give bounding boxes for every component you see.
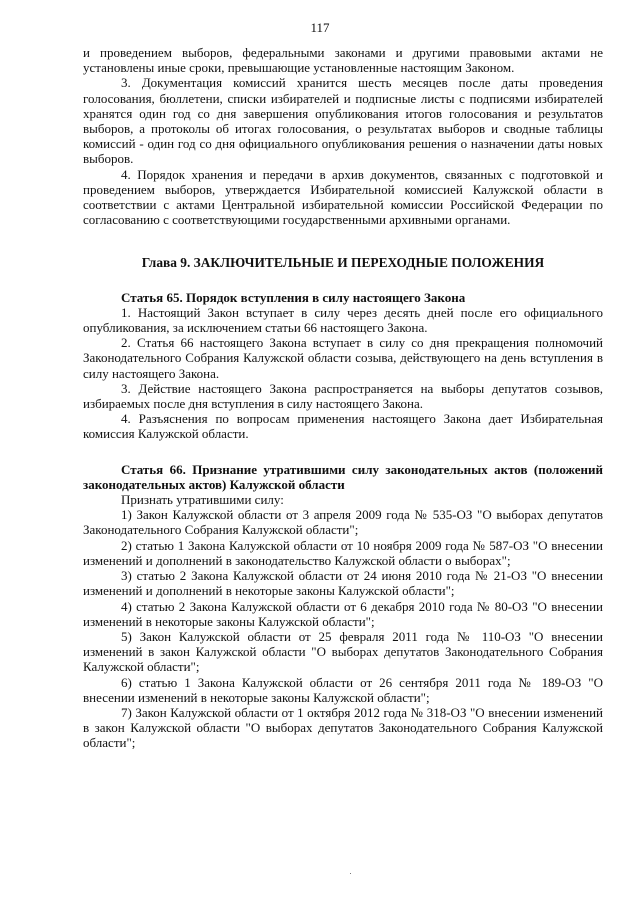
paragraph-continuation: и проведением выборов, федеральными законами и другими правовыми актами не установлены иные сроки, превышающие установленные настоящим Законом. — [83, 45, 603, 76]
article-65-item-4: 4. Разъяснения по вопросам применения настоящего Закона дает Избирательная комиссия Калужской области. — [83, 411, 603, 442]
article-66-item-4: 4) статью 2 Закона Калужской области от 6 декабря 2010 года № 80-ОЗ "О внесении изменений в некоторые законы Калужской области"; — [83, 598, 603, 629]
article-66-item-2: 2) статью 1 Закона Калужской области от 10 ноября 2009 года № 587-ОЗ "О внесении изменений и дополнений в законодательство Калужской области о выборах"; — [83, 537, 603, 568]
article-66-title: Статья 66. Признание утратившими силу законодательных актов (положений законодательных актов) Калужской области — [83, 461, 603, 492]
paragraph-item-4: 4. Порядок хранения и передачи в архив документов, связанных с подготовкой и проведением выборов, утверждается Избирательной комиссией Калужской области в соответствии с актами Центральной избирательной комиссии Российской Федерации по согласованию с соответствующими государственными архивными органами. — [83, 166, 603, 228]
article-66-item-7: 7) Закон Калужской области от 1 октября 2012 года № 318-ОЗ "О внесении изменений в закон Калужской области "О выборах депутатов Законодательного Собрания Калужской области"; — [83, 704, 603, 751]
article-66-item-1: 1) Закон Калужской области от 3 апреля 2009 года № 535-ОЗ "О выборах депутатов Законодательного Собрания Калужской области"; — [83, 507, 603, 538]
chapter-title: Глава 9. ЗАКЛЮЧИТЕЛЬНЫЕ И ПЕРЕХОДНЫЕ ПОЛОЖЕНИЯ — [141, 255, 545, 271]
scan-speck — [350, 873, 351, 874]
article-65-item-3: 3. Действие настоящего Закона распространяется на выборы депутатов созывов, избираемых после дня вступления в силу настоящего Закона. — [83, 380, 603, 412]
article-65-item-1: 1. Настоящий Закон вступает в силу через десять дней после его официального опубликования, за исключением статьи 66 настоящего Закона. — [83, 304, 603, 336]
paragraph-item-3: 3. Документация комиссий хранится шесть месяцев после даты проведения голосования, бюллетени, списки избирателей и подписные листы с подписями избирателей хранятся один год со дня завершения опубликования итогов голосования и результатов выборов, а протоколы об итогах голосования, о результатах выборов и сводные таблицы комиссий - один год со дня официального опубликования решения о назначении даты новых выборов. — [83, 75, 603, 167]
article-66-item-5: 5) Закон Калужской области от 25 февраля 2011 года № 110-ОЗ "О внесении изменений в закон Калужской области "О выборах депутатов Законодательного Собрания Калужской области"; — [83, 628, 603, 675]
article-66-item-6: 6) статью 1 Закона Калужской области от 26 сентября 2011 года № 189-ОЗ "О внесении изменений в некоторые законы Калужской области"; — [83, 674, 603, 705]
page-number: 117 — [310, 20, 330, 35]
article-65-title: Статья 65. Порядок вступления в силу настоящего Закона — [121, 289, 466, 305]
article-66-item-3: 3) статью 2 Закона Калужской области от 24 июня 2010 года № 21-ОЗ "О внесении изменений и дополнений в некоторые законы Калужской области"; — [83, 568, 603, 599]
article-66-intro: Признать утратившими силу: — [121, 492, 284, 508]
page-content — [83, 45, 603, 751]
article-65-item-2: 2. Статья 66 настоящего Закона вступает в силу со дня прекращения полномочий Законодательного Собрания Калужской области созыва, действующего на день вступления в силу настоящего Закона. — [83, 335, 603, 381]
